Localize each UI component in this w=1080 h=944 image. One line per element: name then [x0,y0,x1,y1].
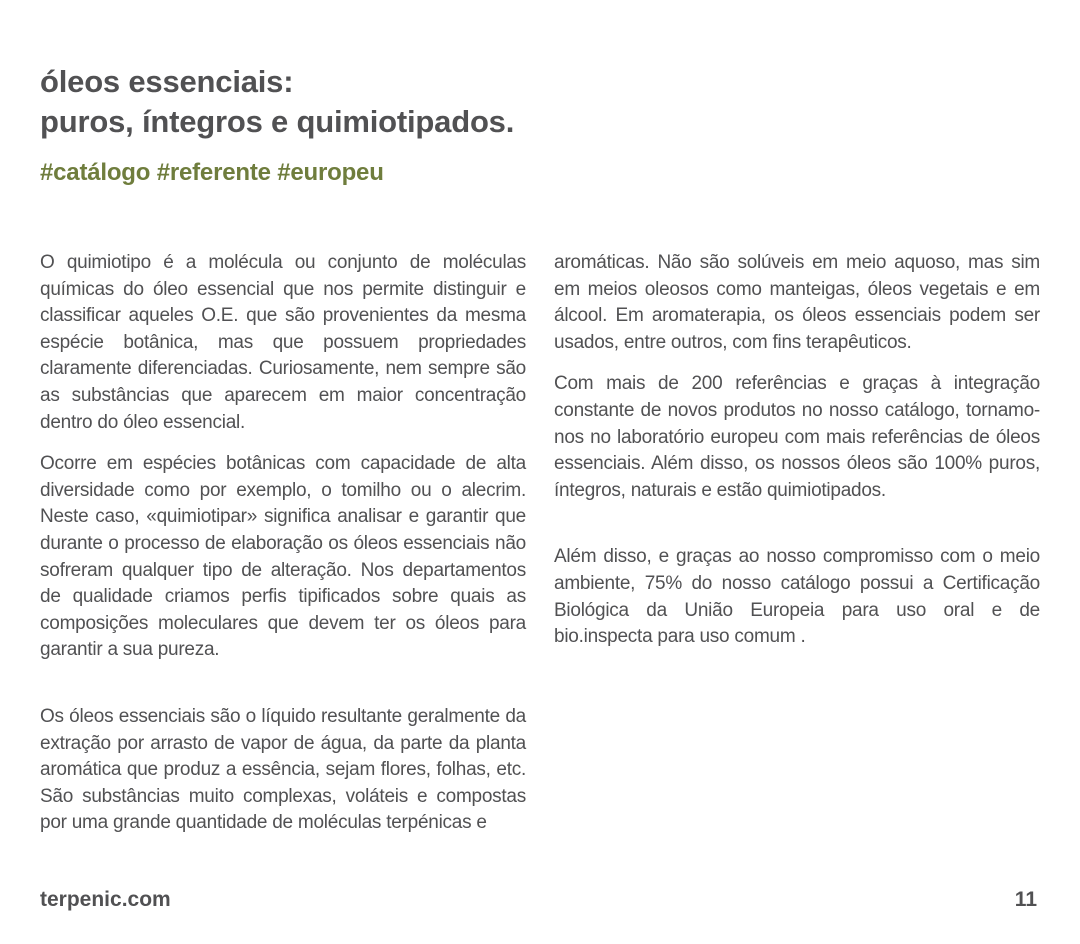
paragraph-200-referencias: Com mais de 200 referências e graças à integração constante de novos produtos no nosso catálogo, tornamo-nos no laboratório europeu com mais referências de óleos essenciais. Além disso, os nossos óleos são 100% puros, íntegros, naturais e estão quimiotipados. [554,373,1040,501]
left-column [40,250,526,852]
paragraph-especies-botanicas: Ocorre em espécies botânicas com capacidade de alta diversidade como por exemplo, o tomilho ou o alecrim. Neste caso, «quimiotipar» significa analisar e garantir que durante o processo de elaboração os óleos essenciais não sofreram qualquer tipo de alteração. Nos departamentos de qualidade criamos perfis tipificados sobre quais as composições moleculares que devem ter os óleos para garantir a sua pureza. [40,453,526,661]
page-title-line1: óleos essenciais: [40,64,294,99]
page-number: 11 [1014,888,1037,911]
body-columns [40,250,1040,852]
paragraph-liquido-resultante: Os óleos essenciais são o líquido resultante geralmente da extração por arrasto de vapor de água, da parte da planta aromática que produz a essência, sejam flores, folhas, etc. São substâncias muito complexas, voláteis e compostas por uma grande quantidade de moléculas terpénicas e [40,705,526,834]
footer-site-name: terpenic.com [40,888,171,911]
page-header [40,62,940,187]
right-column [554,250,1040,852]
page-title [40,62,940,142]
hashtags-subtitle: #catálogo #referente #europeu [40,159,384,186]
paragraph-certificacao-biologica: Além disso, e graças ao nosso compromisso com o meio ambiente, 75% do nosso catálogo possui a Certificação Biológica da União Europeia para uso oral e de bio.inspecta para uso comum . [554,546,1040,648]
page-footer [40,888,1037,912]
paragraph-quimiotipo: O quimiotipo é a molécula ou conjunto de moléculas químicas do óleo essencial que nos permite distinguir e classificar aqueles O.E. que são provenientes da mesma espécie botânica, mas que possuem propriedades claramente diferenciadas. Curiosamente, nem sempre são as substâncias que aparecem em maior concentração dentro do óleo essencial. [40,252,526,433]
paragraph-aromaticas: aromáticas. Não são solúveis em meio aquoso, mas sim em meios oleosos como manteigas, óleos vegetais e em álcool. Em aromaterapia, os óleos essenciais podem ser usados, entre outros, com fins terapêuticos. [554,252,1040,353]
page-title-line2: puros, íntegros e quimiotipados. [40,104,515,139]
